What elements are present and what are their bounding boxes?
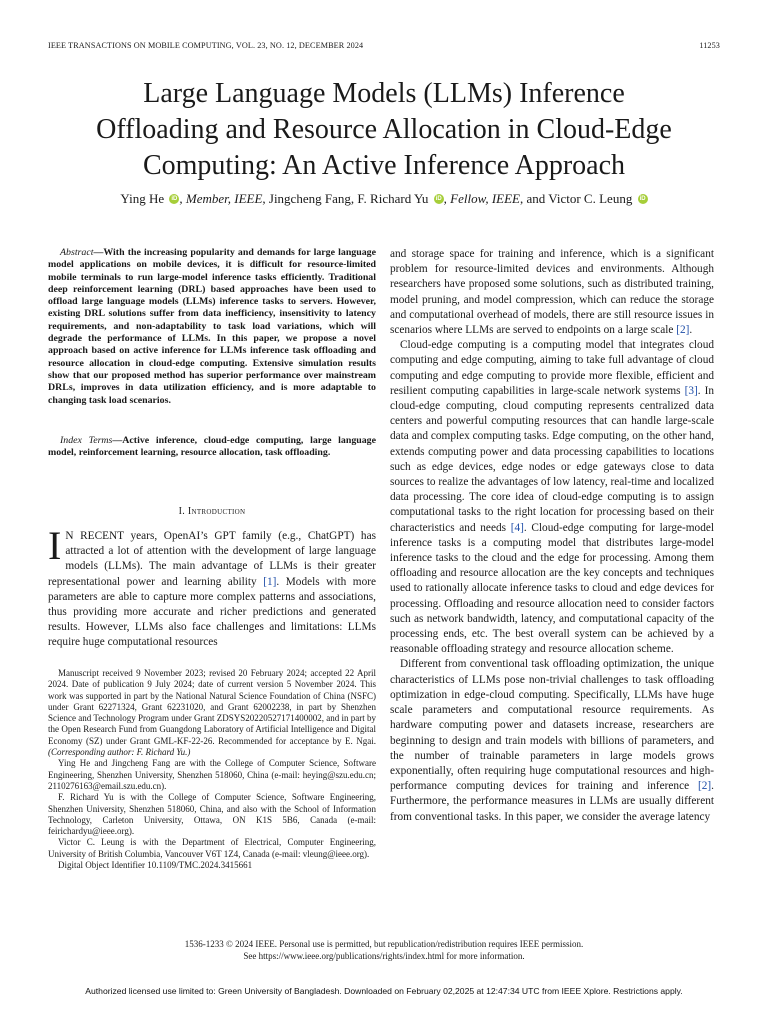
- doi: Digital Object Identifier 10.1109/TMC.2024.3415661: [58, 860, 253, 871]
- running-header: [48, 41, 720, 53]
- intro-text: . Models with more parameters are able to capture more complex patterns and associations, thus providing more accurate and richer predictions and generated results. However, LLMs also face challenges and limitations: LLMs require huge computational resources: [48, 575, 377, 649]
- footnote-affiliation: Ying He and Jingcheng Fang are with the College of Computer Science, Software Engineering, Shenzhen University, Shenzhen 518060, China (e-mail: heying@szu.edu.cn; 2110276163@email.szu.edu.cn).: [48, 758, 376, 791]
- body-paragraph: [390, 338, 714, 657]
- body-text: .: [689, 324, 693, 337]
- author-list: [0, 191, 768, 207]
- body-paragraph: [390, 247, 714, 338]
- abstract-text: —With the increasing popularity and demands for large language model applications on mobile devices, it is difficult for resource-limited mobile terminals to run large-model inference tasks efficiently. Traditional deep reinforcement learning (DRL) based approaches have been used to offload large language models (LLMs) inference tasks to servers. However, existing DRL solutions suffer from data inefficiency, insensitivity to latency requirements, and non-adaptability to task load variations, which will degrade the performance of LLMs. In this paper, we propose a novel approach based on active inference for LLMs inference task offloading and resource allocation in cloud-edge computing. Extensive simulation results show that our proposed method has superior performance over mainstream DRLs, improves in data utilization efficiency, and is more adaptable to changing task load scenarios.: [48, 247, 376, 406]
- author-name: , Jingcheng Fang, F. Richard Yu: [262, 191, 429, 206]
- body-text: and storage space for training and inference, which is a significant problem for resource-limited devices and environments. Although researchers have proposed some solutions, such as distributed training, model pruning, and model compression, which can reduce the storage and computational overhead of models, there are still resource issues in scenarios where LLMs are served to endpoints on a large scale: [390, 248, 714, 337]
- index-terms: [48, 435, 376, 460]
- citation-link[interactable]: [2]: [697, 780, 712, 793]
- orcid-icon[interactable]: iD: [171, 196, 178, 202]
- title-line: Computing: An Active Inference Approach: [142, 150, 626, 181]
- copyright-notice: [0, 938, 768, 962]
- author-role: , Fellow, IEEE: [443, 191, 520, 206]
- copyright-line: See https://www.ieee.org/publications/rights/index.html for more information.: [243, 951, 525, 961]
- citation-link[interactable]: [1]: [263, 575, 277, 588]
- intro-text: N RECENT years, OpenAI’s GPT family (e.g., ChatGPT) has attracted a lot of attention with the development of large language models (LLMs). The main advantage of LLMs is their greater representational power and learning ability: [48, 530, 376, 588]
- author-name: , and Victor C. Leung: [519, 191, 633, 206]
- body-text: . In cloud-edge computing, cloud computing represents centralized data centers and powerful computing resources that can handle large-scale data and complex computing tasks. Edge computing, on the other hand, extends computing power and data processing capabilities to locations such as edge devices, edge nodes or edge gateways close to data sources to realize the advantages of low latency, real-time and localized data processing. The core idea of cloud-edge computing is to assign computational tasks to the right location for processing based on their characteristics and needs: [390, 384, 715, 534]
- copyright-line: 1536-1233 © 2024 IEEE. Personal use is permitted, but republication/redistribution requires IEEE permission.: [184, 939, 584, 949]
- orcid-icon[interactable]: iD: [435, 196, 442, 202]
- license-notice: Authorized licensed use limited to: Green University of Bangladesh. Downloaded on February 02,2025 at 12:47:34 UTC from IEEE Xplore. Restrictions apply.: [85, 986, 683, 996]
- citation-link[interactable]: [2]: [676, 324, 690, 337]
- journal-info: IEEE TRANSACTIONS ON MOBILE COMPUTING, VOL. 23, NO. 12, DECEMBER 2024: [48, 41, 364, 50]
- section-heading: [48, 506, 376, 517]
- corresponding-author: (Corresponding author: F. Richard Yu.): [48, 747, 191, 758]
- abstract: [48, 247, 376, 407]
- citation-link[interactable]: [3]: [684, 384, 698, 397]
- drop-cap: I: [48, 523, 62, 568]
- footnote-text: Manuscript received 9 November 2023; revised 20 February 2024; accepted 22 April 2024. Date of publication 9 July 2024; date of current version 5 November 2024. This work was supported in part by the National Natural Science Foundation of China (NSFC) under Grant 62271324, Grant 62231020, and Grant 62002238, in part by Shenzhen Science and Technology Program under Grant ZDSYS20220527171400002, and in part by the Open Research Fund from Guangdong Laboratory of Artificial Intelligence and Digital Economy (SZ) under Grant GML-KF-22-26. Recommended for acceptance by E. Ngai.: [48, 668, 376, 746]
- footnote-manuscript: [48, 668, 376, 758]
- paper-title: [0, 76, 768, 184]
- body-text: Different from conventional task offloading optimization, the unique characteristics of LLMs pose non-trivial challenges to task offloading optimization in edge-cloud computing. Specifically, LLMs have huge scale parameters and computational resource requirements. As hardware computing power and datasets increase, researchers are beginning to design and train models with billions of parameters, and the number of trainable parameters in large models grows exponentially, often requiring huge computational resources and high-performance computing devices for training and inference: [390, 658, 714, 793]
- citation-link[interactable]: [4]: [510, 521, 524, 534]
- footnote-affiliation: F. Richard Yu is with the College of Computer Science, Software Engineering, Shenzhen University, Shenzhen 518060, China, and also with the School of Information Technology, Carleton University, Ottawa, ON K1S 5B6, Canada (e-mail: feirichardyu@ieee.org).: [48, 792, 376, 837]
- title-line: Large Language Models (LLMs) Inference: [143, 78, 625, 109]
- body-paragraph: [390, 657, 714, 824]
- author-name: Ying He: [120, 191, 165, 206]
- right-column: [390, 247, 714, 825]
- orcid-icon[interactable]: iD: [639, 196, 646, 202]
- index-terms-text: —Active inference, cloud-edge computing, large language model, reinforcement learning, resource allocation, task offloading.: [48, 435, 377, 459]
- title-line: Offloading and Resource Allocation in Cloud-Edge: [96, 114, 672, 145]
- footnote-affiliation: Victor C. Leung is with the Department of Electrical, Computer Engineering, University of British Columbia, Vancouver V6T 1Z4, Canada (e-mail: vleung@ieee.org).: [48, 837, 376, 859]
- body-text: . Cloud-edge computing for large-model inference tasks is a computing model that distributes large-model inference tasks to the cloud and the edge for processing. Among them offloading and resource allocation are the key concepts and techniques used to rationally allocate inference tasks to cloud and edge devices for processing. Offloading and resource allocation need to consider factors such as network bandwidth, latency, and computational capacity of the processing ends, etc. The best overall system can be achieved by a reasonable offloading strategy and resource allocation scheme.: [390, 521, 714, 656]
- author-role: , Member, IEEE: [179, 191, 263, 206]
- index-terms-label: Index Terms: [60, 435, 113, 446]
- body-text: . Furthermore, the performance measures in LLMs are usually different from conventional tasks. In this paper, we consider the average latency: [390, 780, 714, 823]
- abstract-label: Abstract: [60, 247, 94, 258]
- section-number: I.: [178, 506, 186, 517]
- introduction-paragraph: [48, 523, 377, 651]
- footnotes: [48, 668, 376, 871]
- section-title: Introduction: [187, 506, 246, 517]
- page-number: 11253: [699, 41, 720, 50]
- body-text: Cloud-edge computing is a computing model that integrates cloud computing and edge computing, aiming to take full advantage of cloud computing and edge computing to provide more flexible, efficient and resilient computing capabilities in large-scale network systems: [390, 339, 714, 397]
